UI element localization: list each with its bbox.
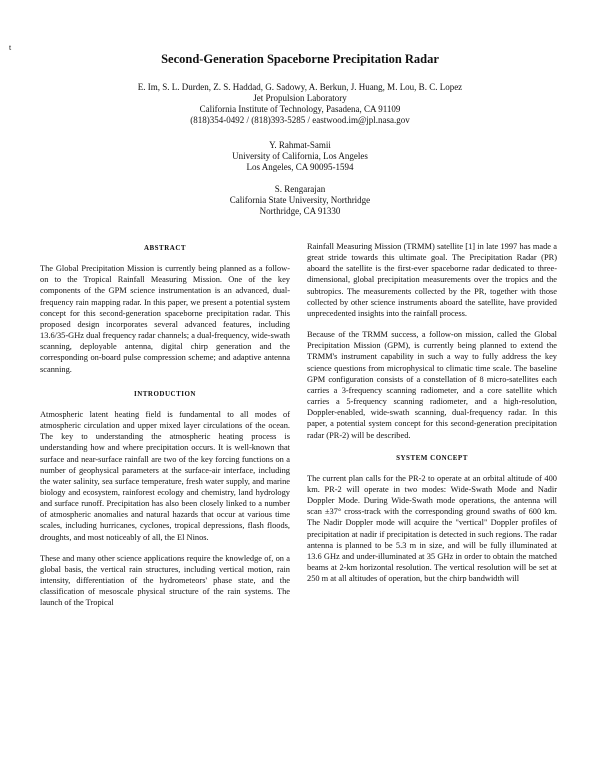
right-column (307, 241, 557, 584)
introduction-heading: INTRODUCTION (133, 389, 196, 398)
right-paragraph-2: Because of the TRMM success, a follow-on mission, called the Global Precipitation Mission (GPM), is currently being planned to extend the TRMM's instrument capability in such a way to fully address the key science questions from microphysical to climatic time scale. The baseline GPM configuration consists of a constellation of 8 micro-satellites each carries a 3-frequency scanning radiometer, and a core satellite which carries a 5-frequency scanning radiometer, and a high-resolution, Doppler-enabled, wide-swath scanning, dual-frequency radar. In this paper, a potential system concept for this second-generation precipitation radar (PR-2) will be described. (307, 330, 557, 440)
author-block-jpl (0, 82, 600, 126)
author-names: E. Im, S. L. Durden, Z. S. Haddad, G. Sadowy, A. Berkun, J. Huang, M. Lou, B. C. Lopez (137, 82, 463, 92)
introduction-paragraph-2: These and many other science applications require the knowledge of, on a global basis, the vertical rain structures, including vertical motion, rain intensity, differentiation of the hydrometeors' phase state, and the classification of mesoscale physical structure of the rain systems. The launch of the Tropical (40, 553, 290, 608)
author-lab: Jet Propulsion Laboratory (253, 93, 347, 103)
system-concept-heading: SYSTEM CONCEPT (396, 453, 468, 462)
system-concept-paragraph: The current plan calls for the PR-2 to operate at an orbital altitude of 400 km. PR-2 will operate in two modes: Wide-Swath Mode and Nadir Doppler Mode. During Wide-Swath mode operations, the antenna will scan ±37° cross-track with the corresponding ground swaths of 600 km. The Nadir Doppler mode will acquire the "vertical" Doppler profiles of precipitation at nadir if precipitation is detected in such regions. The radar antenna is planned to be 5.3 m in size, and will be fully illuminated at 13.6 GHz and under-illuminated at 35 GHz in order to obtain the matched beams at 2-km horizontal resolution. The vertical resolution will be set at 250 m at all altitudes of operation, but the chirp bandwidth will (307, 473, 557, 584)
author2-name: Y. Rahmat-Samii (269, 140, 331, 150)
author3-name: S. Rengarajan (274, 184, 326, 194)
abstract-text: The Global Precipitation Mission is currently being planned as a follow-on to the Tropical Rainfall Measuring Mission. One of the key components of the GPM science instrumentation is an advanced, dual-frequency rain mapping radar. In this paper, we present a potential system concept for this second-generation spaceborne precipitation radar. This proposed design incorporates several advanced features, including 13.6/35-GHz dual frequency radar channels; a dual-frequency, wide-swath scanning, deployable antenna, digital chirp generation and the corresponding on-board pulse compression scheme; and adaptive antenna scanning. (40, 264, 290, 374)
page-mark: t (9, 43, 12, 52)
right-paragraph-1: Rainfall Measuring Mission (TRMM) satellite [1] in late 1997 has made a great stride towards this ultimate goal. The Precipitation Radar (PR) aboard the satellite is the first-ever spaceborne radar dedicated to three-dimensional, global precipitation measurements over the tropics and the subtropics. The measurements collected by the PR, together with those collected by other science instruments aboard the satellite, have provided unprecedented insights into the rainfall process. (307, 242, 557, 318)
introduction-paragraph-1: Atmospheric latent heating field is fundamental to all modes of atmospheric circulation and upper mixed layer circulations of the ocean. The key to understanding the atmospheric heating process is understanding how and where precipitation occurs. It is well-known that surface and near-surface rainfall are two of the key forcing functions on a number of geophysical parameters at the surface-air interface, including the water salinity, sea surface temperature, fresh water supply, and marine biology and ecosystem, rainforest ecology and chemistry, land hydrology and surface runoff. Precipitation has also been closely linked to a number of atmospheric anomalies and natural hazards that occur at various time scales, including hurricanes, cyclones, tropical depressions, flash floods, droughts, and most noticeably of all, the El Ninos. (40, 409, 290, 542)
author-block-ucla (0, 140, 600, 173)
author3-location: Northridge, CA 91330 (259, 206, 341, 216)
abstract-heading: ABSTRACT (143, 244, 187, 252)
author-block-csun (0, 184, 600, 217)
paper-title: Second-Generation Spaceborne Precipitation Radar (161, 52, 439, 66)
author2-location: Los Angeles, CA 90095-1594 (246, 162, 354, 172)
author2-institution: University of California, Los Angeles (232, 151, 368, 161)
author3-institution: California State University, Northridge (229, 195, 371, 205)
author-institute: California Institute of Technology, Pasadena, CA 91109 (199, 104, 401, 114)
left-column (40, 243, 290, 609)
author-contact: (818)354-0492 / (818)393-5285 / eastwood.im@jpl.nasa.gov (190, 115, 410, 125)
